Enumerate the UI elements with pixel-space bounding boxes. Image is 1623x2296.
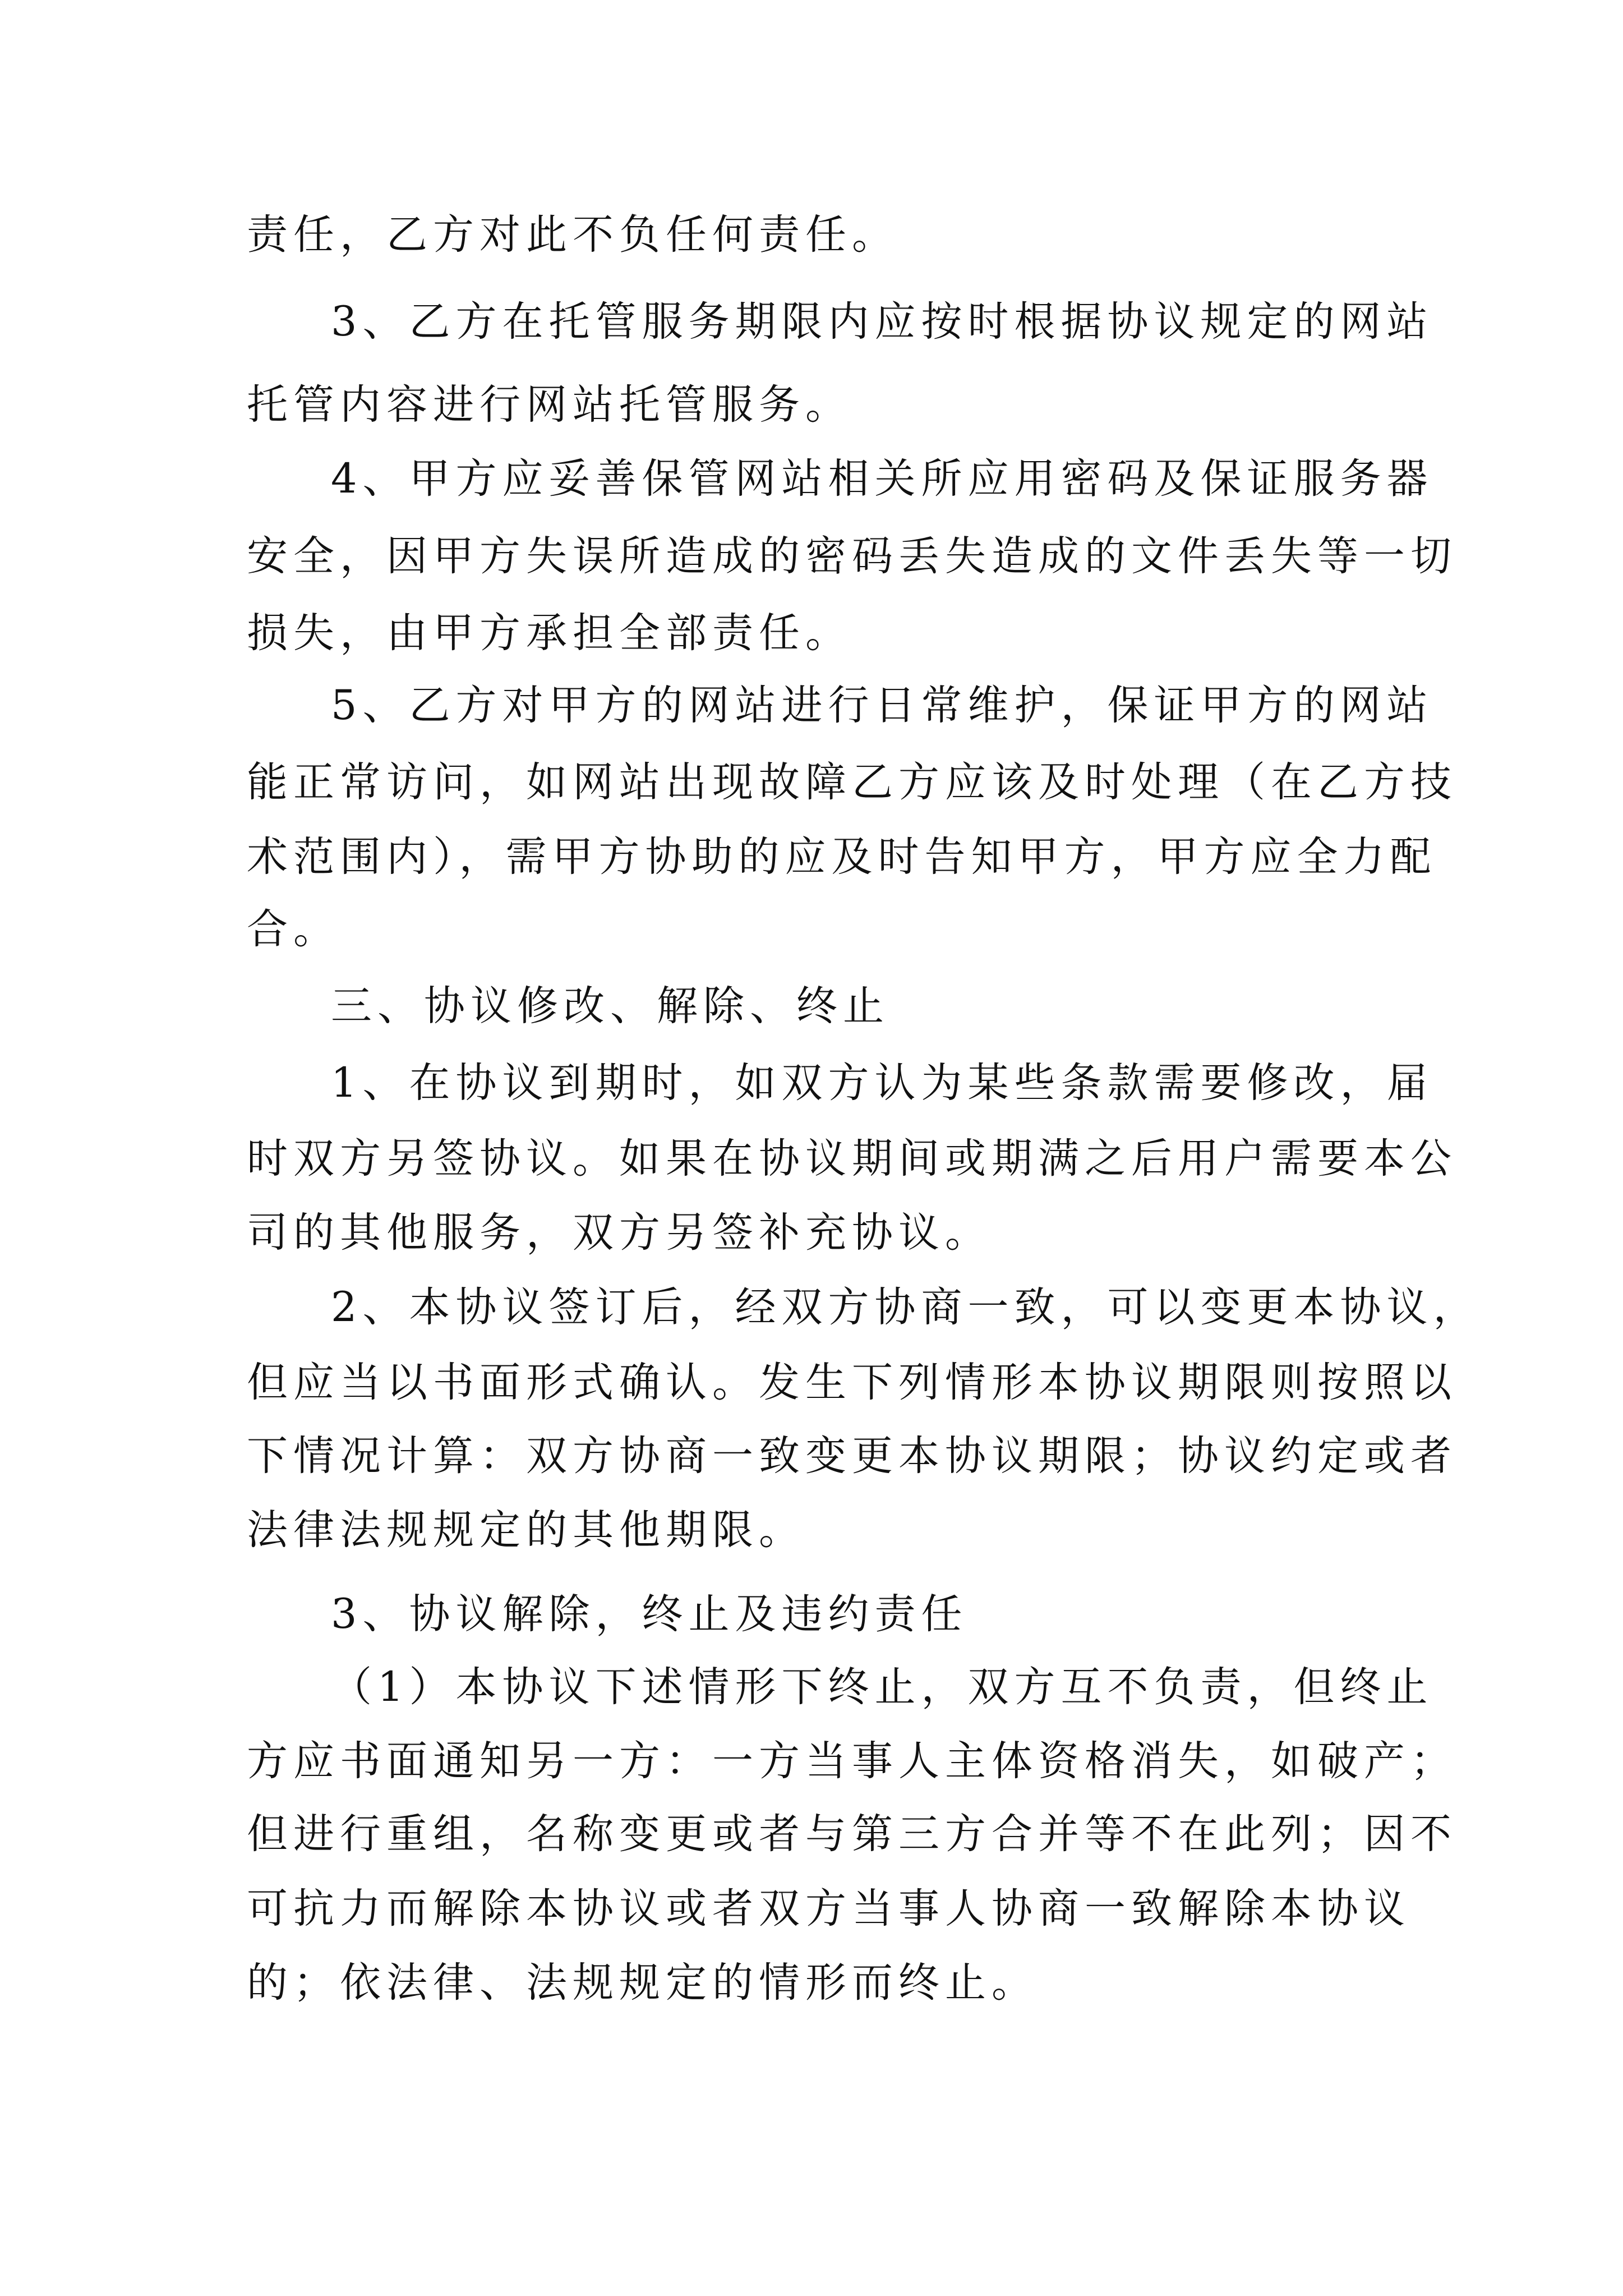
text-line: 能正常访问，如网站出现故障乙方应该及时处理（在乙方技 (247, 758, 1457, 806)
text-line: 1、在协议到期时，如双方认为某些条款需要修改，届 (331, 1059, 1433, 1107)
text-line: 责任，乙方对此不负任何责任。 (247, 211, 898, 259)
text-line: 损失，由甲方承担全部责任。 (247, 609, 852, 657)
text-line: 3、协议解除，终止及违约责任 (331, 1590, 968, 1638)
text-line: 托管内容进行网站托管服务。 (247, 381, 852, 429)
text-line: 司的其他服务，双方另签补充协议。 (247, 1209, 992, 1257)
text-line: 术范围内），需甲方协助的应及时告知甲方，甲方应全力配 (247, 833, 1437, 881)
text-line: 3、乙方在托管服务期限内应按时根据协议规定的网站 (331, 298, 1433, 346)
section-heading: 三、协议修改、解除、终止 (331, 982, 889, 1030)
text-line: 安全，因甲方失误所造成的密码丢失造成的文件丢失等一切 (247, 532, 1457, 580)
text-line: 合。 (247, 905, 340, 953)
text-line: （1）本协议下述情形下终止，双方互不负责，但终止 (331, 1663, 1433, 1711)
text-line: 5、乙方对甲方的网站进行日常维护，保证甲方的网站 (331, 682, 1433, 729)
text-line: 下情况计算：双方协商一致变更本协议期限；协议约定或者 (247, 1432, 1457, 1480)
text-line: 但应当以书面形式确认。发生下列情形本协议期限则按照以 (247, 1359, 1457, 1406)
text-line: 2、本协议签订后，经双方协商一致，可以变更本协议， (331, 1283, 1480, 1331)
text-line: 法律法规规定的其他期限。 (247, 1506, 805, 1554)
text-line: 时双方另签协议。如果在协议期间或期满之后用户需要本公 (247, 1135, 1457, 1182)
text-line: 4、甲方应妥善保管网站相关所应用密码及保证服务器 (331, 455, 1433, 503)
text-line: 的；依法律、法规规定的情形而终止。 (247, 1959, 1038, 2007)
text-line: 方应书面通知另一方：一方当事人主体资格消失，如破产； (247, 1737, 1457, 1785)
text-line: 但进行重组，名称变更或者与第三方合并等不在此列；因不 (247, 1810, 1457, 1858)
text-line: 可抗力而解除本协议或者双方当事人协商一致解除本协议 (247, 1885, 1410, 1932)
